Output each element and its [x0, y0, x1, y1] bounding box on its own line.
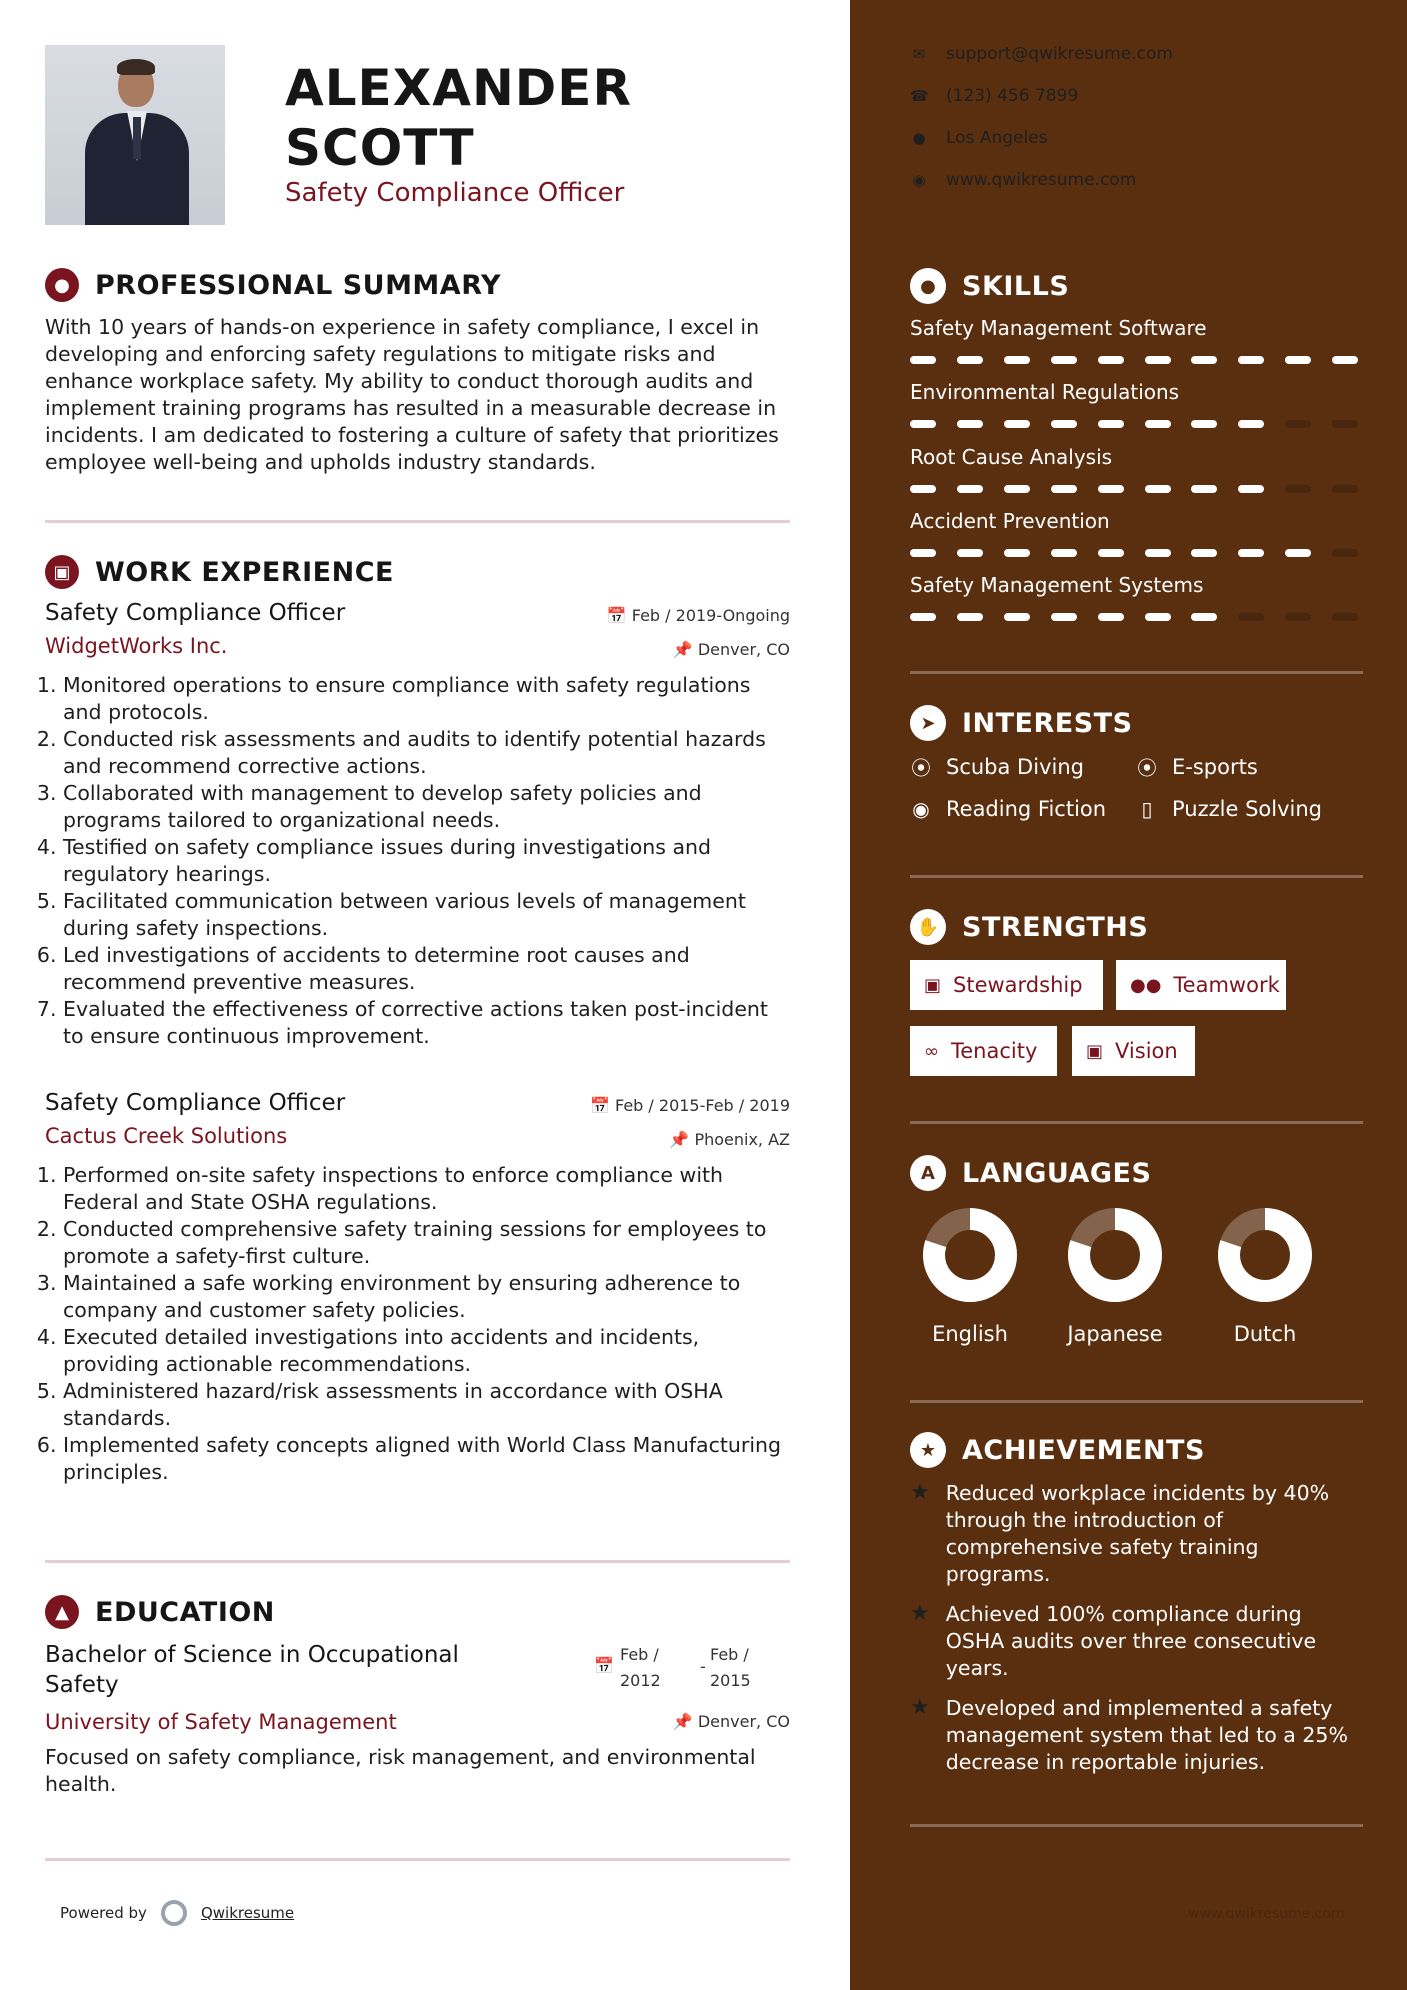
lightbulb-icon: ● — [910, 268, 946, 304]
section-divider — [45, 1560, 790, 1563]
user-icon: ● — [45, 268, 79, 302]
skill-dash — [910, 613, 936, 621]
skill-dash — [1145, 420, 1171, 428]
profile-photo — [45, 45, 225, 225]
pin-icon: 📌 — [672, 640, 693, 659]
job-date-text: Feb / 2019-Ongoing — [631, 606, 790, 625]
skill-dash — [1285, 420, 1311, 428]
date-year: 2015 — [710, 1671, 751, 1690]
contact-phone[interactable] — [910, 86, 1078, 106]
interest-item — [910, 797, 1106, 821]
skill-dash — [1238, 549, 1264, 557]
skill-dash — [957, 420, 983, 428]
list-item: 6. Led investigations of accidents to determine root causes and recommend preventive measures. — [63, 942, 790, 996]
star-icon: ★ — [910, 1601, 930, 1626]
job-date-text: Feb / 2015-Feb / 2019 — [615, 1096, 790, 1115]
book-icon: ▯ — [1141, 797, 1153, 821]
date-month: Feb / — [620, 1645, 659, 1664]
skill-dash — [1145, 485, 1171, 493]
calendar-icon: 📅 — [606, 606, 627, 625]
list-item: 3. Collaborated with management to develop safety policies and programs tailored to organizational needs. — [63, 780, 790, 834]
strength-badge — [910, 960, 1103, 1010]
language-ring — [1068, 1208, 1162, 1302]
strength-label: Tenacity — [951, 1039, 1038, 1063]
achievement-text: Achieved 100% compliance during OSHA audits over three consecutive years. — [945, 1602, 1317, 1680]
skill-dash — [1285, 485, 1311, 493]
date-month: Feb / — [710, 1645, 749, 1664]
star-badge-icon: ★ — [910, 1432, 946, 1468]
list-item: 2. Conducted risk assessments and audits to identify potential hazards and recommend corrective actions. — [63, 726, 790, 780]
language-ring — [923, 1208, 1017, 1302]
skill-dash — [1098, 485, 1124, 493]
skill-dash — [1145, 356, 1171, 364]
skill-dash — [957, 485, 983, 493]
skill-dash — [1051, 613, 1077, 621]
skill-dash — [1285, 613, 1311, 621]
list-item: 6. Implemented safety concepts aligned with World Class Manufacturing principles. — [63, 1432, 790, 1486]
edu-end-date — [710, 1642, 751, 1694]
candidate-title: Safety Compliance Officer — [285, 178, 625, 208]
experience-title: WORK EXPERIENCE — [95, 556, 394, 588]
phone-icon: ☎ — [910, 87, 929, 105]
globe-icon: ◉ — [912, 171, 926, 189]
skill-dash — [910, 549, 936, 557]
skill-item — [910, 573, 1365, 597]
job-company: Cactus Creek Solutions — [45, 1124, 288, 1148]
skill-item — [910, 380, 1365, 404]
languages-heading — [910, 1155, 1151, 1191]
skill-dash — [1098, 356, 1124, 364]
language-ring — [1218, 1208, 1312, 1302]
website-text: www.qwikresume.com — [946, 170, 1137, 190]
first-name: ALEXANDER — [285, 59, 632, 117]
interest-item — [1136, 797, 1322, 821]
skill-dash — [1051, 356, 1077, 364]
skill-dash — [1004, 549, 1030, 557]
skill-dash — [1191, 356, 1217, 364]
interest-label: Reading Fiction — [946, 797, 1107, 821]
list-item: 1. Performed on-site safety inspections to enforce compliance with Federal and State OSHA regulations. — [63, 1162, 790, 1216]
summary-heading — [45, 268, 501, 302]
summary-title: PROFESSIONAL SUMMARY — [95, 269, 502, 301]
skill-name: Accident Prevention — [910, 509, 1110, 533]
phone-text: (123) 456 7899 — [946, 86, 1079, 106]
job-location — [669, 1130, 790, 1149]
achievements-title: ACHIEVEMENTS — [962, 1434, 1205, 1466]
edu-start-date — [620, 1642, 661, 1694]
degree-line: Bachelor of Science in Occupational — [45, 1642, 459, 1668]
skill-dash — [957, 356, 983, 364]
achievement-item — [910, 1601, 1365, 1682]
skill-level-bar — [910, 485, 1365, 493]
skill-item — [910, 445, 1365, 469]
list-item: 4. Testified on safety compliance issues during investigations and regulatory hearings. — [63, 834, 790, 888]
job-role: Safety Compliance Officer — [45, 600, 346, 626]
list-item: 5. Facilitated communication between various levels of management during safety inspections. — [63, 888, 790, 942]
skill-name: Safety Management Systems — [910, 573, 1204, 597]
job-company: WidgetWorks Inc. — [45, 634, 228, 658]
job-location — [673, 640, 790, 659]
language-item — [1200, 1208, 1330, 1346]
skill-dash — [1191, 420, 1217, 428]
job-date — [607, 606, 790, 625]
calendar-icon: 📅 — [594, 1656, 614, 1675]
language-item — [905, 1208, 1035, 1346]
job-location-text: Denver, CO — [697, 640, 790, 659]
section-divider — [910, 875, 1363, 878]
skill-dash — [1332, 485, 1358, 493]
star-icon: ★ — [910, 1695, 930, 1720]
candidate-name — [285, 58, 632, 178]
binoculars-icon: ▣ — [1086, 1040, 1104, 1062]
skill-dash — [1238, 485, 1264, 493]
degree — [45, 1640, 515, 1700]
star-icon: ★ — [910, 1480, 930, 1505]
skill-dash — [1004, 420, 1030, 428]
skills-title: SKILLS — [962, 270, 1070, 302]
skill-dash — [910, 485, 936, 493]
contact-website[interactable] — [910, 170, 1136, 190]
footer-watermark: www.qwikresume.com — [1188, 1906, 1345, 1922]
fist-icon: ✋ — [910, 909, 946, 945]
skill-dash — [910, 420, 936, 428]
skill-dash — [1098, 420, 1124, 428]
skill-dash — [1051, 485, 1077, 493]
skill-dash — [1191, 549, 1217, 557]
skill-dash — [1145, 549, 1171, 557]
summary-text: With 10 years of hands-on experience in safety compliance, I excel in developing and enforcing safety regulations to mitigate risks and enhance workplace safety. My ability to conduct thorough audits and implement training programs has resulted in a measurable decrease in incidents. I am dedicated to fostering a culture of safety that prioritizes employee well-being and upholds industry standards. — [45, 315, 779, 474]
edu-location-text: Denver, CO — [697, 1712, 790, 1731]
skill-level-bar — [910, 549, 1365, 557]
section-divider — [45, 520, 790, 523]
list-item: 4. Executed detailed investigations into accidents and incidents, providing actionable recommendations. — [63, 1324, 790, 1378]
skill-level-bar — [910, 613, 1365, 621]
language-name: English — [932, 1322, 1008, 1346]
users-icon: ●● — [1130, 974, 1162, 996]
skill-level-bar — [910, 420, 1365, 428]
skill-dash — [1332, 613, 1358, 621]
skill-dash — [1098, 549, 1124, 557]
job-bullets — [45, 672, 790, 1050]
qwikresume-logo-icon — [161, 1900, 187, 1926]
list-item: 2. Conducted comprehensive safety training sessions for employees to promote a safety-first culture. — [63, 1216, 790, 1270]
skill-dash — [1285, 356, 1311, 364]
skill-dash — [1191, 613, 1217, 621]
paper-plane-icon: ➤ — [910, 705, 946, 741]
powered-by — [60, 1900, 294, 1926]
strengths-heading — [910, 909, 1148, 945]
skill-dash — [1238, 356, 1264, 364]
date-year: 2012 — [620, 1671, 661, 1690]
strength-badge — [910, 1026, 1057, 1076]
job-date — [590, 1096, 790, 1115]
degree-line: Safety — [45, 1672, 119, 1698]
strength-label: Vision — [1115, 1039, 1178, 1063]
job-location-text: Phoenix, AZ — [694, 1130, 790, 1149]
email-text: support@qwikresume.com — [946, 44, 1173, 64]
briefcase-icon: ▣ — [924, 974, 942, 996]
briefcase-icon: ▣ — [45, 555, 79, 589]
lifebuoy-icon: ⦿ — [1137, 756, 1157, 780]
achievement-text: Developed and implemented a safety management system that led to a 25% decrease in reportable injuries. — [945, 1696, 1348, 1774]
edu-location — [673, 1712, 790, 1731]
location-text: Los Angeles — [946, 128, 1048, 148]
strength-badge — [1072, 1026, 1195, 1076]
achievements-heading — [910, 1432, 1205, 1468]
skill-level-bar — [910, 356, 1365, 364]
powered-by-label: Powered by — [60, 1904, 147, 1922]
interests-title: INTERESTS — [962, 707, 1133, 739]
pin-icon: 📌 — [669, 1130, 690, 1149]
list-item: 5. Administered hazard/risk assessments in accordance with OSHA standards. — [63, 1378, 790, 1432]
skill-dash — [1332, 549, 1358, 557]
language-name: Dutch — [1233, 1322, 1297, 1346]
map-marker-icon: ● — [912, 129, 926, 147]
list-item: 7. Evaluated the effectiveness of corrective actions taken post-incident to ensure continuous improvement. — [63, 996, 790, 1050]
date-separator: - — [700, 1657, 706, 1676]
gamepad-icon: ◉ — [912, 797, 930, 821]
link-icon: ∞ — [924, 1040, 939, 1062]
interest-item — [1136, 752, 1258, 781]
interest-item — [910, 752, 1084, 781]
skill-name: Safety Management Software — [910, 316, 1207, 340]
language-item — [1050, 1208, 1180, 1346]
interest-label: E-sports — [1172, 754, 1258, 779]
skill-dash — [1238, 613, 1264, 621]
job-entry — [45, 1090, 790, 1486]
edu-description: Focused on safety compliance, risk management, and environmental health. — [45, 1745, 756, 1796]
strength-badge — [1116, 960, 1286, 1010]
job-bullets — [45, 1162, 790, 1486]
skill-dash — [1332, 420, 1358, 428]
interest-label: Scuba Diving — [946, 754, 1084, 779]
achievement-item — [910, 1480, 1365, 1588]
interest-label: Puzzle Solving — [1172, 797, 1322, 821]
section-divider — [910, 671, 1363, 674]
skill-dash — [910, 356, 936, 364]
last-name: SCOTT — [285, 119, 475, 177]
education-title: EDUCATION — [95, 1596, 275, 1628]
skills-heading — [910, 268, 1069, 304]
achievement-item — [910, 1695, 1365, 1776]
skill-name: Root Cause Analysis — [910, 445, 1113, 469]
languages-title: LANGUAGES — [962, 1157, 1152, 1189]
skill-dash — [1238, 420, 1264, 428]
pin-icon: 📌 — [672, 1712, 693, 1731]
list-item: 1. Monitored operations to ensure compliance with safety regulations and protocols. — [63, 672, 790, 726]
skill-item — [910, 316, 1365, 340]
contact-email[interactable] — [910, 44, 1173, 64]
skill-dash — [1332, 356, 1358, 364]
qwikresume-link[interactable]: Qwikresume — [200, 1904, 295, 1922]
envelope-icon: ✉ — [912, 45, 926, 63]
skill-name: Environmental Regulations — [910, 380, 1180, 404]
skill-dash — [1098, 613, 1124, 621]
contact-location — [910, 128, 1048, 148]
strengths-title: STRENGTHS — [962, 911, 1149, 943]
section-divider — [910, 1121, 1363, 1124]
education-heading — [45, 1595, 275, 1629]
list-item: 3. Maintained a safe working environment by ensuring adherence to company and customer safety policies. — [63, 1270, 790, 1324]
skill-dash — [957, 549, 983, 557]
experience-heading — [45, 555, 394, 589]
skill-dash — [1051, 420, 1077, 428]
skill-dash — [1004, 356, 1030, 364]
skill-dash — [1191, 485, 1217, 493]
graduation-icon: ▲ — [45, 1595, 79, 1629]
school-name: University of Safety Management — [45, 1710, 397, 1734]
skill-dash — [957, 613, 983, 621]
job-role: Safety Compliance Officer — [45, 1090, 346, 1116]
lifebuoy-icon: ⦿ — [911, 756, 931, 780]
strength-label: Stewardship — [953, 973, 1083, 997]
section-divider — [910, 1400, 1363, 1403]
skill-dash — [1004, 613, 1030, 621]
skill-dash — [1004, 485, 1030, 493]
skill-dash — [1285, 549, 1311, 557]
language-name: Japanese — [1067, 1322, 1163, 1346]
section-divider — [910, 1824, 1363, 1827]
language-icon: A — [910, 1155, 946, 1191]
achievement-text: Reduced workplace incidents by 40% through the introduction of comprehensive safety training programs. — [945, 1481, 1330, 1586]
skill-dash — [1051, 549, 1077, 557]
skill-item — [910, 509, 1365, 533]
strength-label: Teamwork — [1173, 973, 1280, 997]
interests-heading — [910, 705, 1133, 741]
job-entry — [45, 600, 790, 1050]
section-divider — [45, 1858, 790, 1861]
calendar-icon: 📅 — [589, 1096, 610, 1115]
skill-dash — [1145, 613, 1171, 621]
